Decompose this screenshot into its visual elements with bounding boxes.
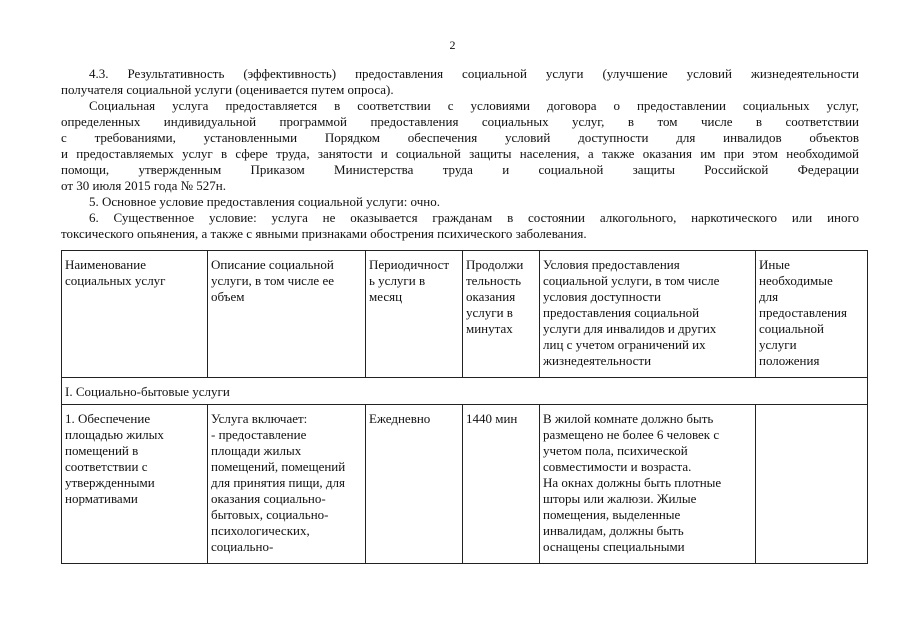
body-text [61, 66, 859, 242]
paragraph-line: 6. Существенное условие: услуга не оказывается гражданам в состоянии алкогольного, наркотического или иного [89, 210, 859, 225]
row-other-provisions [756, 405, 868, 564]
paragraph-main-condition [61, 194, 859, 210]
paragraph-line: и предоставляемых услуг в сфере труда, занятости и социальной защиты населения, а также оказания им при этом необходимой [61, 146, 859, 161]
paragraph-line: 5. Основное условие предоставления социальной услуги: очно. [89, 194, 440, 209]
paragraph-line: помощи, утвержденным Приказом Министерства труда и социальной защиты Российской Федерации [61, 162, 859, 177]
paragraph-line: токсического опьянения, а также с явными признаками обострения психического заболевания. [61, 226, 587, 241]
header-duration: Продолжи тельность оказания услуги в минутах [463, 251, 540, 378]
services-table [61, 250, 868, 564]
paragraph-line: 4.3. Результативность (эффективность) предоставления социальной услуги (улучшение условий жизнедеятельности [89, 66, 859, 81]
paragraph-line: с требованиями, установленными Порядком обеспечения условий доступности для инвалидов объектов [61, 130, 859, 145]
header-service-description: Описание социальной услуги, в том числе ее объем [208, 251, 366, 378]
table-header-row [62, 251, 868, 378]
paragraph-line: определенных индивидуальной программой предоставления социальных услуг, в том числе в соответствии [61, 114, 859, 129]
row-service-name: 1. Обеспечение площадью жилых помещений в соответствии с утвержденными нормативами [62, 405, 208, 564]
row-periodicity: Ежедневно [366, 405, 463, 564]
paragraph-line: получателя социальной услуги (оценивается путем опроса). [61, 82, 394, 97]
page-number: 2 [449, 38, 456, 52]
table-row [62, 405, 868, 564]
row-conditions: В жилой комнате должно быть размещено не более 6 человек с учетом пола, психической совместимости и возраста. На окнах должны быть плотные шторы или жалюзи. Жилые помещения, выделенные инвалидам, должны быть оснащены специальными [540, 405, 756, 564]
paragraph-result-effectiveness [61, 66, 859, 98]
paragraph-service-conditions [61, 98, 859, 194]
header-conditions: Условия предоставления социальной услуги, в том числе условия доступности предоставления социальной услуги для инвалидов и других лиц с учетом ограничений их жизнедеятельности [540, 251, 756, 378]
row-duration: 1440 мин [463, 405, 540, 564]
header-other-provisions: Иные необходимые для предоставления социальной услуги положения [756, 251, 868, 378]
paragraph-line: Социальная услуга предоставляется в соответствии с условиями договора о предоставлении социальных услуг, [89, 98, 859, 113]
header-service-name: Наименование социальных услуг [62, 251, 208, 378]
paragraph-essential-condition [61, 210, 859, 242]
header-periodicity: Периодичност ь услуги в месяц [366, 251, 463, 378]
section-title: I. Социально-бытовые услуги [62, 378, 868, 405]
row-service-description: Услуга включает: - предоставление площади жилых помещений, помещений для принятия пищи, для оказания социально- бытовых, социально- психологических, социально- [208, 405, 366, 564]
paragraph-line: от 30 июля 2015 года № 527н. [61, 178, 226, 193]
table-section-row [62, 378, 868, 405]
